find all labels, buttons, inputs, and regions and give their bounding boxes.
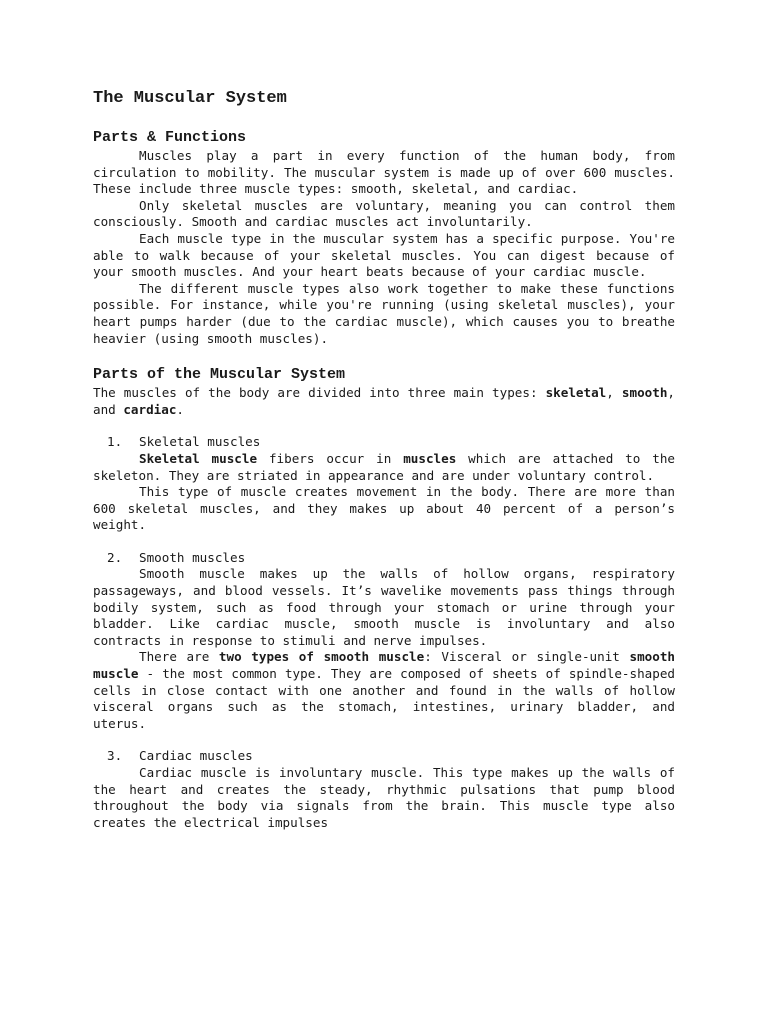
list-item-skeletal-muscles: [107, 434, 675, 451]
section-intro: The muscles of the body are divided into three main types: skeletal, smooth, and cardiac.: [93, 385, 676, 417]
section-heading-parts-of-system: Parts of the Muscular System: [93, 366, 346, 384]
list-item-smooth-muscles: [107, 550, 675, 567]
section-heading-parts-functions: Parts & Functions: [93, 129, 247, 146]
paragraph: Smooth muscle makes up the walls of hollow organs, respiratory passageways, and blood vessels. It’s wavelike movements pass things through bodily system, such as food through your stomach or urine through your bladder. Like cardiac muscle, smooth muscle is involuntary and also contracts in response to stimuli and nerve impulses.: [93, 566, 675, 648]
paragraph: Each muscle type in the muscular system has a specific purpose. You're able to walk because of your skeletal muscles. You can digest because of your smooth muscles. And your heart beats because of your cardiac muscle.: [93, 230, 675, 280]
list-number: 3.: [107, 748, 123, 764]
paragraph: The different muscle types also work together to make these functions possible. For instance, while you're running (using skeletal muscles), your heart pumps harder (due to the cardiac muscle), which causes you to breathe heavier (using smooth muscles).: [93, 280, 675, 346]
paragraph: There are two types of smooth muscle: Visceral or single-unit smooth muscle - the most common type. They are composed of sheets of spindle-shaped cells in close contact with one another and found in the walls of hollow visceral organs such as the stomach, intestines, urinary bladder, and uterus.: [93, 649, 675, 731]
paragraph: Cardiac muscle is involuntary muscle. This type makes up the walls of the heart and creates the steady, rhythmic pulsations that pump blood throughout the body via signals from the brain. This muscle type also creates the electrical impulses: [93, 765, 675, 830]
paragraph: Muscles play a part in every function of the human body, from circulation to mobility. The muscular system is made up of over 600 muscles. These include three muscle types: smooth, skeletal, and cardiac.: [93, 148, 675, 197]
list-item-label: Skeletal muscles: [139, 434, 261, 450]
document-title: The Muscular System: [93, 89, 287, 108]
bold-term-cardiac: cardiac: [123, 401, 177, 417]
paragraph: Only skeletal muscles are voluntary, meaning you can control them consciously. Smooth and cardiac muscles act involuntarily.: [93, 197, 675, 230]
list-number: 2.: [107, 549, 123, 565]
list-number: 1.: [107, 434, 123, 450]
bold-term-skeletal: skeletal: [545, 385, 607, 401]
paragraph: Skeletal muscle fibers occur in muscles which are attached to the skeleton. They are striated in appearance and are under voluntary control.: [93, 450, 675, 483]
list-item-label: Cardiac muscles: [139, 748, 253, 764]
document-page: [93, 88, 675, 831]
bold-term-smooth: smooth: [621, 385, 668, 401]
list-item-label: Smooth muscles: [139, 549, 246, 565]
list-item-cardiac-muscles: [107, 748, 675, 765]
paragraph: This type of muscle creates movement in the body. There are more than 600 skeletal muscles, and they makes up about 40 percent of a person’s weight.: [93, 484, 675, 533]
